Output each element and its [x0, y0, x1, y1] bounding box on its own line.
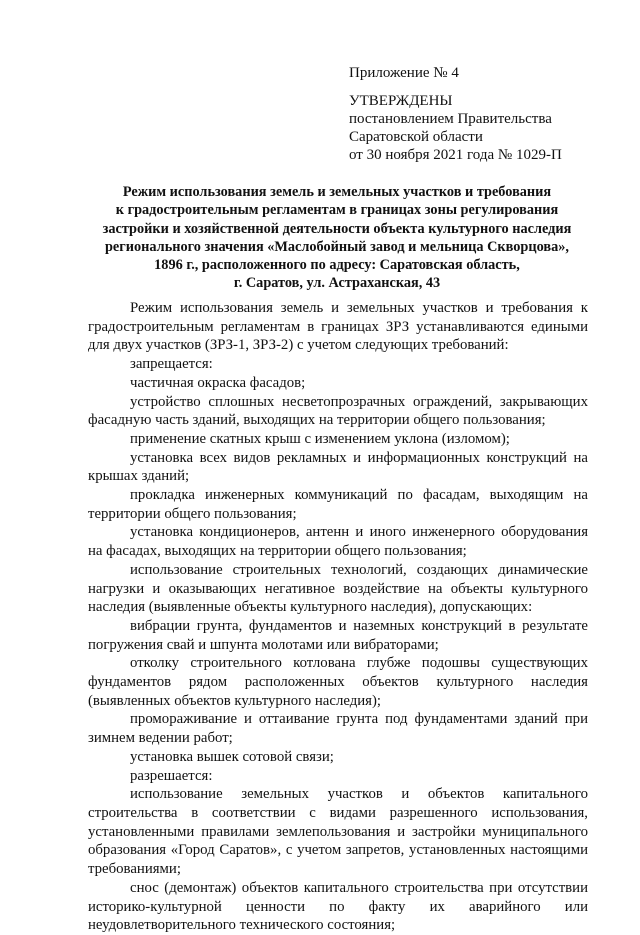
list-item: снос (демонтаж) объектов капитального строительства при отсутствии историко-культурной ценности по факту их аварийного или неудовлетворительного технического состояния; [88, 879, 588, 934]
list-item: установка всех видов рекламных и информационных конструкций на крышах зданий; [88, 449, 588, 485]
approval-line: постановлением Правительства [349, 111, 552, 127]
list-item: промораживание и оттаивание грунта под фундаментами зданий при зимнем ведении работ; [88, 711, 588, 747]
document-title [88, 183, 586, 293]
list-item: использование строительных технологий, создающих динамические нагрузки и оказывающих негативное воздействие на объекты культурного наследия (выявленные объекты культурного наследия), допускающих: [88, 561, 588, 616]
approved-heading: УТВЕРЖДЕНЫ [349, 93, 453, 109]
title-line: г. Саратов, ул. Астраханская, 43 [233, 275, 441, 292]
list-item: использование земельных участков и объектов капитального строительства в соответствии с видами разрешенного использования, установленными правилами землепользования и застройки муниципального образования «Город Саратов», с учетом запретов, установленных настоящими требованиями; [88, 786, 588, 878]
section-label-prohibited: запрещается: [130, 356, 213, 373]
list-item: частичная окраска фасадов; [130, 374, 306, 391]
list-item: устройство сплошных несветопрозрачных ограждений, закрывающих фасадную часть зданий, выходящих на территории общего пользования; [88, 393, 588, 429]
approval-stamp [349, 64, 562, 164]
list-item: прокладка инженерных коммуникаций по фасадам, выходящим на территории общего пользования; [88, 487, 588, 522]
list-item: применение скатных крыш с изменением уклона (изломом); [130, 430, 510, 447]
list-item: установка кондиционеров, антенн и иного инженерного оборудования на фасадах, выходящих на территории общего пользования; [88, 524, 588, 560]
approval-date-line: от 30 ноября 2021 года № 1029-П [349, 147, 562, 163]
section-label-permitted: разрешается: [130, 767, 213, 784]
title-line: к градостроительным регламентам в границах зоны регулирования [115, 202, 559, 219]
list-item: установка вышек сотовой связи; [130, 748, 334, 765]
title-line: застройки и хозяйственной деятельности объекта культурного наследия [102, 220, 572, 237]
title-line: 1896 г., расположенного по адресу: Саратовская область, [154, 257, 520, 274]
approval-line: Саратовской области [349, 129, 483, 145]
list-item: вибрации грунта, фундаментов и наземных конструкций в результате погружения свай и шпунта молотами или вибраторами; [88, 617, 588, 653]
document-body [88, 299, 588, 935]
title-line: регионального значения «Маслобойный завод и мельница Скворцова», [104, 238, 569, 255]
title-line: Режим использования земель и земельных участков и требования [122, 184, 552, 200]
appendix-number: Приложение № 4 [349, 65, 459, 81]
list-item: отколку строительного котлована глубже подошвы существующих фундаментов рядом расположенных объектов культурного наследия (выявленных объектов культурного наследия); [88, 655, 588, 709]
body-paragraph: Режим использования земель и земельных участков и требования к градостроительным регламентам в границах ЗРЗ устанавливаются едиными для двух участков (ЗРЗ-1, ЗРЗ-2) с учетом следующих требований: [88, 300, 588, 354]
